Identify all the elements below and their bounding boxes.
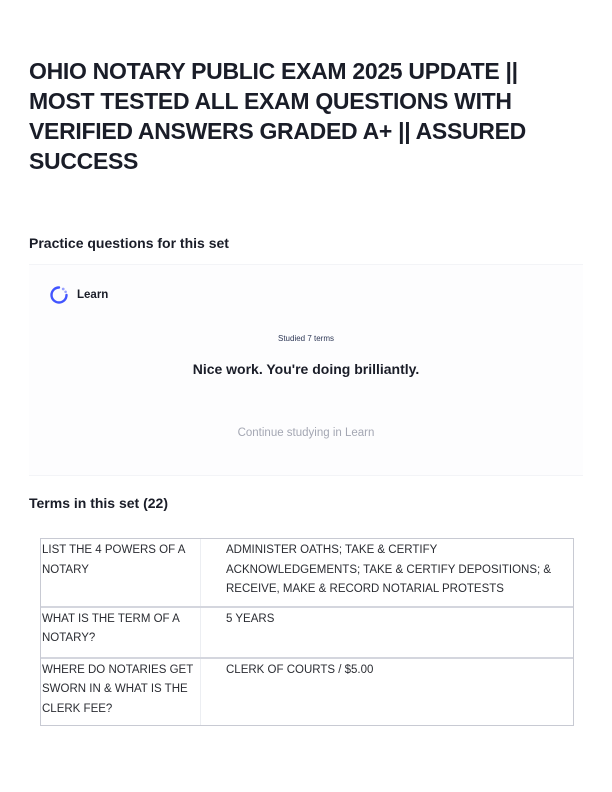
learn-mode-link[interactable]: [49, 285, 108, 305]
table-row: [41, 606, 573, 657]
terms-heading: Terms in this set (22): [29, 495, 169, 511]
page-title: OHIO NOTARY PUBLIC EXAM 2025 UPDATE || MOST TESTED ALL EXAM QUESTIONS WITH VERIFIED ANSWERS GRADED A+ || ASSURED SUCCESS: [29, 58, 526, 174]
practice-card: [29, 264, 583, 476]
term-cell: WHERE DO NOTARIES GET SWORN IN & WHAT IS THE CLERK FEE?: [41, 659, 201, 726]
term-cell: LIST THE 4 POWERS OF A NOTARY: [41, 539, 201, 606]
term-cell: WHAT IS THE TERM OF A NOTARY?: [41, 608, 201, 657]
terms-table: [40, 538, 574, 726]
learn-icon: [49, 285, 69, 305]
practice-heading: Practice questions for this set: [29, 235, 229, 251]
table-row: [41, 657, 573, 726]
praise-message: Nice work. You're doing brilliantly.: [192, 361, 420, 377]
continue-learn-link[interactable]: Continue studying in Learn: [237, 427, 375, 439]
definition-cell: ADMINISTER OATHS; TAKE & CERTIFY ACKNOWLEDGEMENTS; TAKE & CERTIFY DEPOSITIONS; & RECEIVE, MAKE & RECORD NOTARIAL PROTESTS: [226, 544, 552, 595]
studied-count: Studied 7 terms: [277, 334, 335, 343]
definition-cell: CLERK OF COURTS / $5.00: [226, 663, 374, 676]
table-row: [41, 539, 573, 606]
learn-label: Learn: [77, 289, 109, 301]
definition-cell: 5 YEARS: [226, 612, 275, 625]
